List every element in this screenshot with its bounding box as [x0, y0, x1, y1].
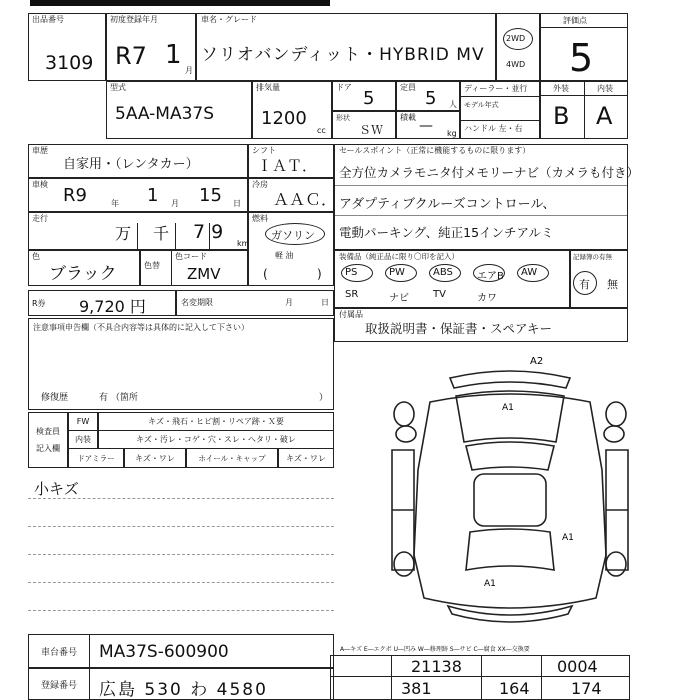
shift-label: シフト	[252, 146, 276, 155]
chassis-box	[28, 634, 334, 668]
lot-box	[28, 13, 106, 81]
repair-value: 有 （箇所	[99, 393, 138, 403]
dealer-divider-2	[461, 120, 539, 121]
mileage-man: 万	[115, 224, 132, 243]
fuel-label: 燃料	[252, 214, 268, 223]
load-label: 積載	[400, 113, 416, 122]
car-name-value: ソリオバンディット・HYBRID MV	[201, 45, 485, 65]
selling-point-1: 全方位カメラモニタ付メモリーナビ（カメラも付き）	[339, 165, 640, 180]
interior-cell: 内装	[68, 430, 98, 449]
equipment-item: TV	[433, 289, 446, 300]
ac-label: 冷房	[252, 180, 268, 189]
notes-box	[28, 318, 334, 410]
drive-box	[496, 13, 540, 81]
equipment-item: ABS	[433, 267, 453, 278]
mileage-label: 走行	[32, 214, 48, 223]
equipment-label: 装備品（純正品に限り〇印を記入）	[339, 252, 459, 261]
score-label: 評価点	[563, 16, 587, 25]
handle-label: ハンドル 左・右	[464, 124, 523, 133]
mirror-desc-cell: キズ・ワレ	[124, 448, 186, 468]
interior-desc-cell: キズ・汚レ・コゲ・穴・スレ・ヘタリ・破レ	[98, 430, 334, 449]
load-box	[396, 111, 460, 139]
inspect-day: 15	[199, 185, 222, 206]
ac-value: ＡＡＣ．	[273, 190, 338, 209]
counter-num-1: 21138	[411, 657, 462, 676]
first-reg-box	[106, 13, 196, 81]
model-value: 5AA-MA37S	[115, 104, 215, 124]
counter-div-h	[331, 676, 629, 677]
doors-value: 5	[363, 88, 375, 109]
fuel-note: 軽 油	[275, 251, 294, 260]
fuel-value: ガソリン	[271, 229, 315, 242]
mileage-value: 7 9	[193, 221, 224, 243]
equipment-circle	[385, 264, 417, 282]
history-value: 自家用・（レンタカー）	[63, 157, 199, 172]
ac-box	[248, 178, 338, 212]
hood	[456, 391, 564, 442]
meigi-box	[176, 290, 334, 316]
lot-number: 3109	[45, 52, 94, 74]
wheel-desc-cell: キズ・ワレ	[278, 448, 334, 468]
selling-point-3: 電動パーキング、純正15インチアルミ	[339, 225, 554, 240]
records-box	[570, 250, 628, 308]
records-yes: 有	[579, 278, 590, 291]
plate-label: 登録番号	[28, 668, 90, 700]
counter-num-2: 0004	[557, 657, 598, 676]
mark-a1-side: A1	[562, 533, 574, 543]
inspector-table	[28, 412, 334, 468]
recycle-label: R券	[32, 299, 46, 308]
disp-unit: cc	[317, 126, 326, 135]
counter-num-3: 381	[401, 679, 432, 698]
sp-line-2	[335, 215, 627, 216]
disp-box	[252, 81, 332, 139]
inspector-label-1: 検査員	[36, 427, 60, 436]
damage-legend: A―キズ E―エクボ U―凹み W―修理跡 S―サビ C―腐食 XX―交換要	[340, 646, 530, 653]
equipment-box	[334, 250, 570, 308]
color-label: 色	[32, 252, 40, 261]
mileage-sep-3	[209, 223, 210, 249]
plate-value: 広島 530 わ 4580	[99, 680, 268, 700]
handwritten-note: 小キズ	[34, 480, 79, 498]
counter-div-v2	[481, 656, 482, 699]
counter-div-v1	[391, 656, 392, 699]
cap-unit: 人	[449, 100, 457, 109]
dealer-label: ディーラー・並行	[464, 84, 528, 93]
inspect-day-unit: 日	[233, 199, 241, 208]
shift-box	[248, 144, 334, 178]
fuel-box	[248, 212, 334, 286]
load-unit: kg	[447, 129, 457, 138]
car-name-label: 車名・グレード	[201, 15, 257, 24]
equipment-circle	[341, 264, 373, 282]
car-name-box	[196, 13, 496, 81]
dealer-box	[460, 81, 540, 139]
body-value: ＳＷ	[359, 123, 384, 137]
modelyear-label: モデル年式	[464, 101, 499, 109]
first-reg-label: 初度登録年月	[110, 15, 158, 24]
chassis-label: 車台番号	[28, 634, 90, 668]
ext-grade: B	[553, 102, 570, 130]
note-line	[28, 526, 334, 527]
body-box	[332, 111, 396, 139]
fw-cell: FW	[68, 412, 98, 431]
chassis-value: MA37S-600900	[99, 642, 229, 662]
drive-2wd: 2WD	[506, 34, 526, 43]
color-value: ブラック	[49, 264, 117, 284]
cap-label: 定員	[400, 83, 416, 92]
selling-points-box	[334, 144, 640, 250]
equipment-item: PW	[389, 267, 405, 278]
sp-line-1	[335, 185, 627, 186]
fuel-bracket-open: (	[263, 267, 268, 281]
colorcode-value: ZMV	[187, 265, 221, 283]
top-bar-scribble	[30, 0, 330, 6]
accessories-label: 付属品	[339, 310, 363, 319]
selling-points-label: セールスポイント（正常に機能するものに限ります）	[339, 146, 531, 155]
fuel-bracket-close: )	[317, 267, 322, 281]
mark-a1-front: A1	[502, 403, 514, 413]
inspect-box	[28, 178, 248, 212]
inspector-label-2: 記入欄	[36, 444, 60, 453]
mirror-cell: ドアミラー	[68, 448, 124, 468]
colorcode-box	[140, 250, 248, 286]
shift-value: ＩＡＴ．	[257, 157, 318, 175]
disp-value: 1200	[261, 108, 307, 129]
model-label: 型式	[110, 83, 126, 92]
body-label: 形状	[336, 114, 350, 122]
colorcode-title: 色コード	[175, 252, 207, 261]
month-unit: 月	[185, 66, 193, 75]
mileage-sep-1	[137, 223, 138, 249]
dealer-divider	[461, 96, 539, 97]
lot-label: 出品番号	[32, 15, 64, 24]
history-label: 車歴	[32, 146, 48, 155]
selling-point-2: アダプティブクルーズコントロール、	[339, 197, 556, 212]
repair-label: 修復歴	[41, 393, 69, 403]
color-box	[28, 250, 140, 286]
note-line	[28, 582, 334, 583]
mileage-sep-2	[175, 223, 176, 249]
note-line	[28, 554, 334, 555]
inspect-era: R9	[63, 185, 87, 206]
left-mirror	[396, 426, 416, 442]
recycle-box	[28, 290, 176, 316]
counter-box	[330, 655, 630, 700]
repair-close: ）	[319, 393, 329, 403]
ext-label: 外装	[553, 84, 569, 93]
disp-label: 排気量	[256, 83, 280, 92]
wheel-fl	[394, 402, 414, 426]
notes-label: 注意事項申告欄（不具合内容等は具体的に記入して下さい）	[33, 323, 249, 332]
load-value: —	[419, 118, 433, 134]
inspect-month-unit: 月	[171, 199, 179, 208]
equipment-item: PS	[345, 267, 358, 278]
rear-window	[466, 529, 554, 570]
grade-divider-h	[541, 95, 627, 96]
accessories-value: 取扱説明書・保証書・スペアキー	[365, 321, 553, 336]
counter-num-4: 164	[499, 679, 530, 698]
mileage-sen: 千	[153, 224, 170, 243]
history-box	[28, 144, 248, 178]
mileage-unit: km	[237, 239, 250, 248]
roof	[466, 442, 554, 470]
wheel-cell: ホイール・キャップ	[186, 448, 278, 468]
equipment-item: SR	[345, 289, 359, 300]
score-box	[540, 13, 628, 81]
meigi-month: 月	[285, 298, 293, 307]
accessories-box	[334, 308, 628, 342]
wheel-rl	[394, 552, 414, 576]
grade-divider-v	[584, 82, 585, 138]
notes-lines	[28, 480, 334, 630]
meigi-label: 名変期限	[181, 298, 213, 307]
counter-div-v3	[541, 656, 542, 699]
cap-value: 5	[425, 88, 437, 109]
inspect-label: 車検	[32, 180, 48, 189]
recycle-value: 9,720 円	[79, 297, 146, 316]
equipment-circle	[473, 264, 505, 282]
equipment-circle	[517, 264, 549, 282]
mark-a1-rear: A1	[484, 579, 496, 589]
first-reg-era: R7	[115, 42, 147, 70]
inspector-label-cell	[28, 412, 68, 468]
car-diagram	[370, 350, 650, 640]
wheel-rr	[606, 552, 626, 576]
mark-a2: A2	[530, 356, 544, 367]
plate-box	[28, 668, 334, 700]
records-no: 無	[607, 278, 618, 291]
fw-desc-cell: キズ・飛石・ヒビ割・リペア跡・Ｘ要	[98, 412, 334, 431]
wheel-fr	[606, 402, 626, 426]
doors-label: ドア	[336, 83, 352, 92]
mileage-box	[28, 212, 248, 250]
first-reg-month: 1	[165, 40, 182, 70]
roof-panel	[474, 474, 546, 526]
meigi-day: 日	[321, 298, 329, 307]
grade-box	[540, 81, 628, 139]
front-bumper	[450, 371, 570, 388]
records-label: 記録簿の有無	[573, 253, 612, 261]
body-outline	[414, 394, 606, 608]
equipment-item: ナビ	[389, 293, 409, 304]
counter-num-5: 174	[571, 679, 602, 698]
doors-box	[332, 81, 396, 111]
colorcode-divider	[171, 251, 172, 285]
inspect-month: 1	[147, 185, 159, 206]
score-value: 5	[569, 36, 594, 80]
inspect-year-unit: 年	[111, 199, 119, 208]
right-mirror	[604, 426, 624, 442]
equipment-item: カワ	[477, 293, 497, 304]
model-box	[106, 81, 252, 139]
colorcode-label: 色替	[144, 261, 160, 270]
drive-4wd: 4WD	[506, 60, 526, 69]
equipment-item: エアB	[477, 271, 504, 282]
note-line	[28, 610, 334, 611]
int-grade: A	[596, 102, 613, 130]
equipment-circle	[429, 264, 461, 282]
int-label: 内装	[597, 84, 613, 93]
cap-box	[396, 81, 460, 111]
equipment-item: AW	[521, 267, 538, 278]
